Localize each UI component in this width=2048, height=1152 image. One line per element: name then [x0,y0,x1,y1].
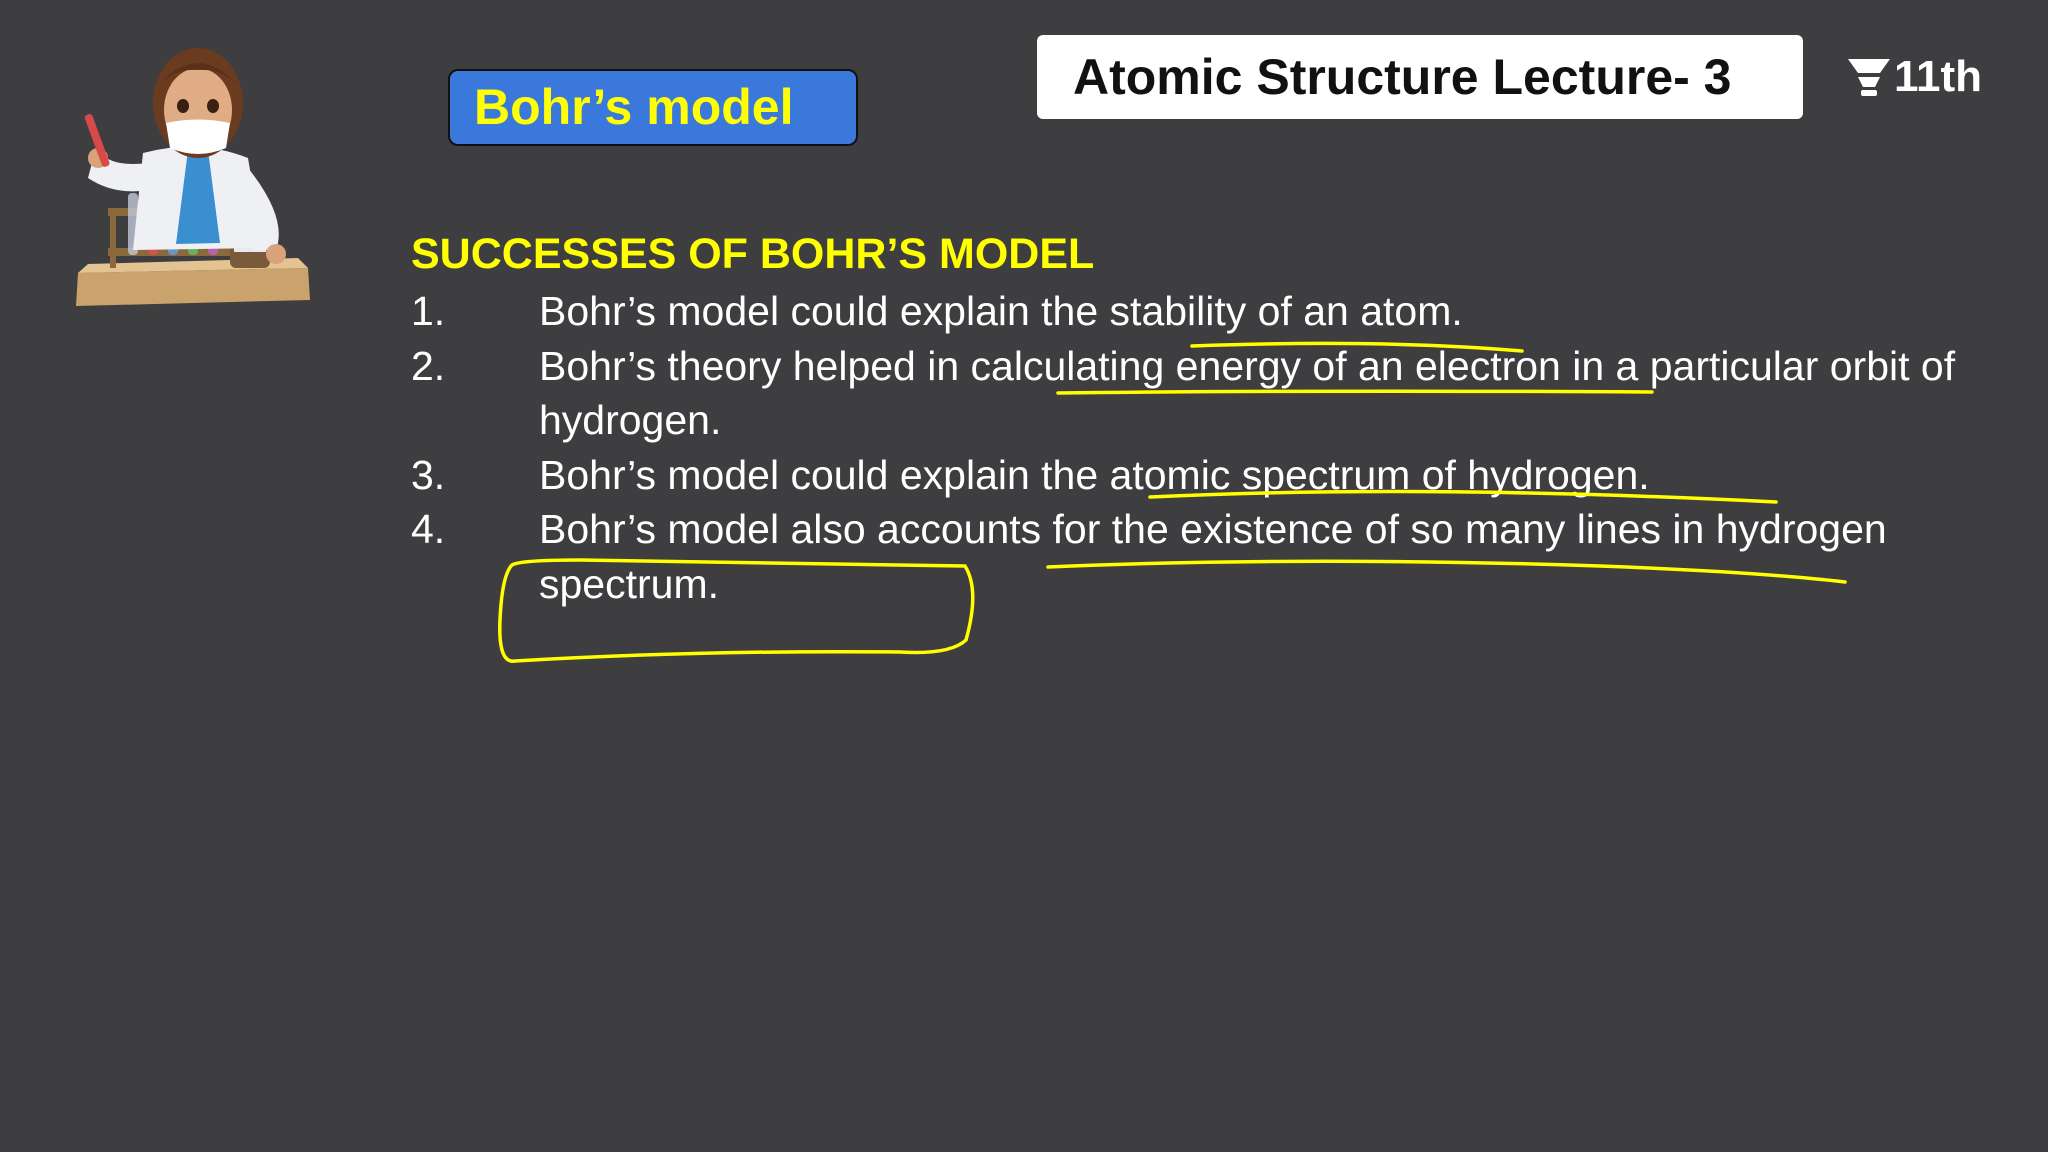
successes-list [411,284,2011,611]
list-item [411,339,2011,448]
item-text: Bohr’s model could explain the atomic spectrum of hydrogen. [539,451,1650,498]
topic-badge: Bohr’s model [448,69,858,146]
item-number: 2. [411,342,446,389]
item-text: Bohr’s model also accounts for the existence of so many lines in hydrogen spectrum. [539,506,1887,607]
item-text: Bohr’s theory helped in calculating energy of an electron in a particular orbit of hydrogen. [539,342,1956,443]
item-text: Bohr’s model could explain the stability of an atom. [539,288,1463,334]
item-number: 1. [411,288,446,334]
list-item [411,502,2011,611]
item-number: 3. [411,451,446,498]
scientist-illustration [48,18,348,328]
cup-logo-icon [1846,55,1892,99]
list-item [411,284,2011,339]
lecture-title: Atomic Structure Lecture- 3 [1037,35,1803,119]
item-number: 4. [411,506,446,552]
class-label: 11th [1894,52,1983,101]
section-heading: SUCCESSES OF BOHR’S MODEL [411,230,1095,278]
list-item [411,448,2011,503]
class-logo [1846,52,1982,102]
